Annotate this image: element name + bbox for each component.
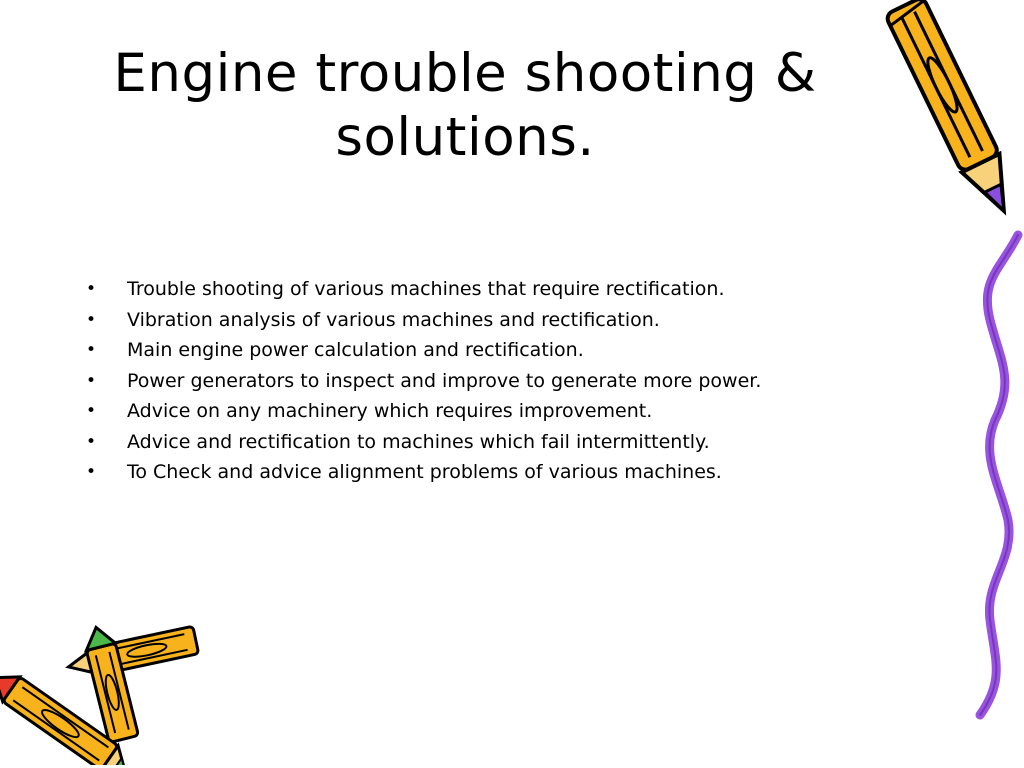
bullet-text: Power generators to inspect and improve to generate more power. [127,369,762,392]
bullet-icon: • [86,340,97,360]
bullet-text: Advice and rectification to machines which fail intermittently. [127,430,710,453]
list-item [86,366,946,397]
bullet-icon: • [86,462,97,482]
list-item [86,305,946,336]
slide-title-line-1: Engine trouble shooting & [113,43,817,104]
bullet-text: Trouble shooting of various machines that require rectification. [127,278,725,300]
crayon-icon [0,615,215,765]
list-item [86,274,946,305]
list-item [86,457,946,488]
bullet-icon: • [86,370,97,391]
bullet-icon: • [86,279,97,299]
bullet-text: To Check and advice alignment problems of various machines. [127,461,722,483]
list-item [86,427,946,458]
squiggle-line-icon [960,230,1024,720]
pencil-icon [855,0,1015,250]
bullet-icon: • [86,431,97,452]
bullet-text: Vibration analysis of various machines and rectification. [127,308,660,331]
slide-title-line-2: solutions. [335,107,595,168]
bullet-text: Main engine power calculation and rectification. [127,339,584,361]
bullet-icon: • [86,309,97,330]
bullet-list [86,274,946,488]
slide-title [40,42,890,170]
bullet-icon: • [86,401,97,421]
list-item [86,335,946,366]
bullet-text: Advice on any machinery which requires improvement. [127,400,653,422]
list-item [86,396,946,427]
